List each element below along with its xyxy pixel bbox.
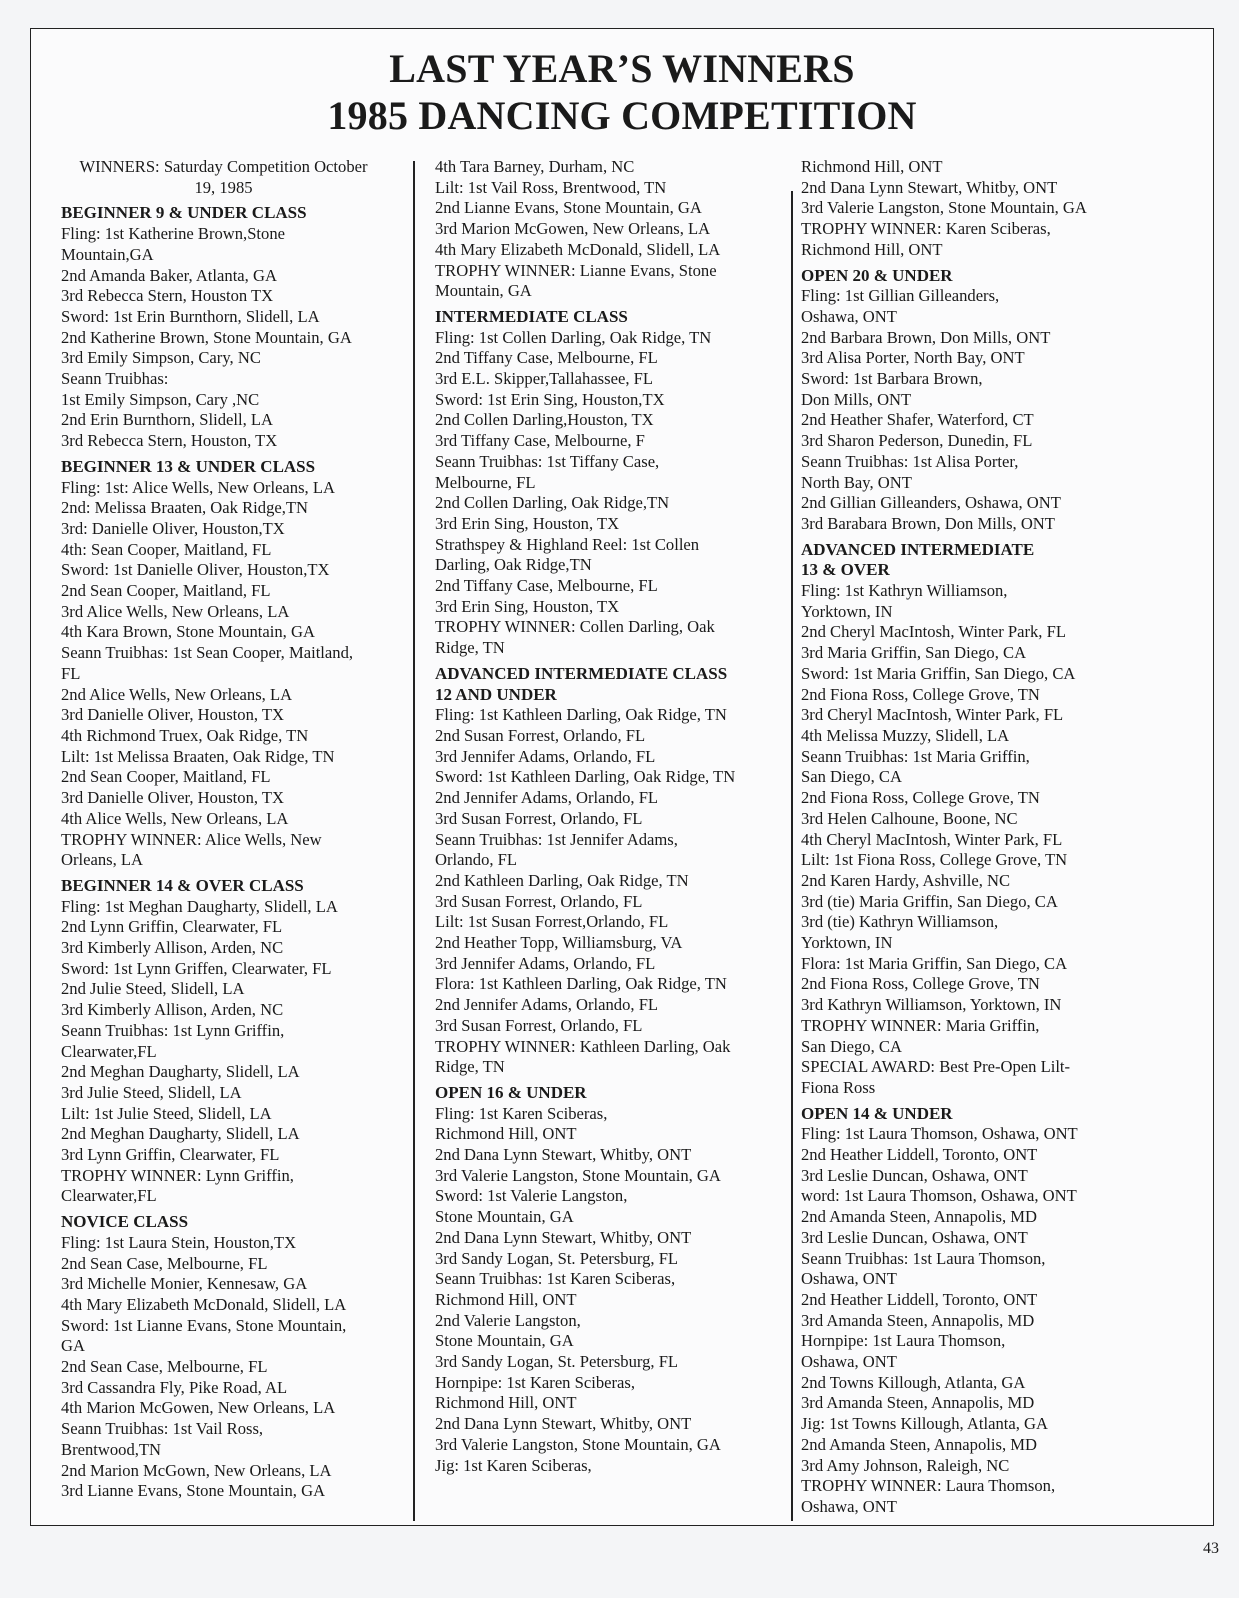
result-line: FL (61, 663, 81, 683)
result-line: 2nd Fiona Ross, College Grove, TN (801, 974, 1040, 994)
result-line: 2nd: Melissa Braaten, Oak Ridge,TN (61, 498, 309, 518)
result-line: 3rd Susan Forrest, Orlando, FL (435, 808, 643, 828)
result-line: 4th Mary Elizabeth McDonald, Slidell, LA (435, 239, 721, 259)
result-line: Lilt: 1st Vail Ross, Brentwood, TN (435, 177, 667, 197)
result-line: 3rd Valerie Langston, Stone Mountain, GA (435, 1434, 721, 1454)
result-line: Darling, Oak Ridge,TN (435, 555, 592, 575)
result-line: 2nd Tiffany Case, Melbourne, FL (435, 348, 658, 368)
intro-line: 19, 1985 (194, 177, 253, 197)
result-line: 2nd Dana Lynn Stewart, Whitby, ONT (435, 1227, 692, 1247)
result-line: 3rd Lianne Evans, Stone Mountain, GA (61, 1481, 326, 1501)
result-line: 3rd Kimberly Allison, Arden, NC (61, 938, 284, 958)
result-line: 3rd Rebecca Stern, Houston, TX (61, 431, 278, 451)
result-line: 3rd Cassandra Fly, Pike Road, AL (61, 1377, 288, 1397)
result-line: 3rd Amy Johnson, Raleigh, NC (801, 1455, 1010, 1475)
result-line: Mountain,GA (61, 244, 154, 264)
result-line: 3rd Lynn Griffin, Clearwater, FL (61, 1145, 280, 1165)
result-line: Orlando, FL (435, 850, 518, 870)
result-line: Stone Mountain, GA (435, 1207, 574, 1227)
result-line: 3rd Valerie Langston, Stone Mountain, GA (435, 1165, 721, 1185)
result-line: 2nd Tiffany Case, Melbourne, FL (435, 576, 658, 596)
result-line: TROPHY WINNER: Lynn Griffin, (61, 1165, 294, 1185)
result-line: 3rd Danielle Oliver, Houston, TX (61, 788, 285, 808)
result-line: 2nd Amanda Steen, Annapolis, MD (801, 1434, 1037, 1454)
result-line: 2nd Cheryl MacIntosh, Winter Park, FL (801, 622, 1066, 642)
result-line: Jig: 1st Towns Killough, Atlanta, GA (801, 1414, 1048, 1434)
result-line: 3rd Sandy Logan, St. Petersburg, FL (435, 1248, 679, 1268)
result-line: 2nd Dana Lynn Stewart, Whitby, ONT (435, 1414, 692, 1434)
result-line: 4th Alice Wells, New Orleans, LA (61, 808, 289, 828)
result-line: Fling: 1st Meghan Daugharty, Slidell, LA (61, 896, 338, 916)
result-line: 2nd Dana Lynn Stewart, Whitby, ONT (435, 1145, 692, 1165)
result-line: Sword: 1st Valerie Langston, (435, 1186, 628, 1206)
result-line: 3rd (tie) Maria Griffin, San Diego, CA (801, 891, 1058, 911)
result-line: Fling: 1st Katherine Brown,Stone (61, 224, 285, 244)
result-line: Fling: 1st Laura Thomson, Oshawa, ONT (801, 1124, 1078, 1144)
result-line: Hornpipe: 1st Laura Thomson, (801, 1331, 1006, 1351)
result-line: Ridge, TN (435, 638, 505, 658)
result-line: 4th Richmond Truex, Oak Ridge, TN (61, 725, 309, 745)
result-line: 4th Kara Brown, Stone Mountain, GA (61, 622, 315, 642)
result-line: 3rd Kimberly Allison, Arden, NC (61, 1000, 284, 1020)
result-line: 3rd Erin Sing, Houston, TX (435, 596, 620, 616)
result-line: Seann Truibhas: 1st Alisa Porter, (801, 451, 1019, 471)
result-line: 2nd Gillian Gilleanders, Oshawa, ONT (801, 493, 1061, 513)
result-line: TROPHY WINNER: Kathleen Darling, Oak (435, 1036, 731, 1056)
result-line: 3rd Amanda Steen, Annapolis, MD (801, 1393, 1035, 1413)
result-line: TROPHY WINNER: Lianne Evans, Stone (435, 260, 717, 280)
result-line: 3rd: Danielle Oliver, Houston,TX (61, 518, 285, 538)
result-line: Yorktown, IN (801, 601, 893, 621)
result-line: Don Mills, ONT (801, 389, 912, 409)
result-line: Seann Truibhas: (61, 369, 169, 389)
result-line: 2nd Karen Hardy, Ashville, NC (801, 870, 1011, 890)
result-line: 4th Marion McGowen, New Orleans, LA (61, 1398, 336, 1418)
class-heading: OPEN 14 & UNDER (801, 1103, 953, 1123)
result-line: San Diego, CA (801, 1036, 902, 1056)
column-divider-1 (413, 161, 415, 1521)
result-line: 3rd Valerie Langston, Stone Mountain, GA (801, 198, 1087, 218)
result-line: 2nd Susan Forrest, Orlando, FL (435, 725, 646, 745)
result-line: Sword: 1st Erin Sing, Houston,TX (435, 389, 665, 409)
result-line: 4th Mary Elizabeth McDonald, Slidell, LA (61, 1294, 347, 1314)
result-line: Seann Truibhas: 1st Laura Thomson, (801, 1248, 1046, 1268)
result-line: 2nd Barbara Brown, Don Mills, ONT (801, 327, 1051, 347)
result-line: Oshawa, ONT (801, 1497, 897, 1516)
result-line: 3rd Jennifer Adams, Orlando, FL (435, 953, 656, 973)
result-line: 3rd Barabara Brown, Don Mills, ONT (801, 513, 1055, 533)
result-line: 3rd Julie Steed, Slidell, LA (61, 1082, 242, 1102)
page-title (31, 45, 1213, 139)
result-line: Seann Truibhas: 1st Jennifer Adams, (435, 829, 678, 849)
result-line: Richmond Hill, ONT (435, 1289, 577, 1309)
result-line: 3rd Rebecca Stern, Houston TX (61, 286, 274, 306)
result-line: Sword: 1st Erin Burnthorn, Slidell, LA (61, 306, 320, 326)
result-line: Sword: 1st Lianne Evans, Stone Mountain, (61, 1315, 347, 1335)
result-line: 3rd Leslie Duncan, Oshawa, ONT (801, 1165, 1028, 1185)
result-line: TROPHY WINNER: Maria Griffin, (801, 1015, 1040, 1035)
result-line: 2nd Sean Cooper, Maitland, FL (61, 581, 271, 601)
class-heading: ADVANCED INTERMEDIATE CLASS (435, 663, 728, 683)
result-line: Fling: 1st Karen Sciberas, (435, 1103, 608, 1123)
result-line: 3rd Leslie Duncan, Oshawa, ONT (801, 1227, 1028, 1247)
result-line: Richmond Hill, ONT (801, 157, 943, 176)
result-line: Seann Truibhas: 1st Tiffany Case, (435, 451, 660, 471)
column-divider-2 (791, 191, 793, 1521)
result-line: 2nd Julie Steed, Slidell, LA (61, 979, 245, 999)
result-line: 2nd Heather Topp, Williamsburg, VA (435, 933, 683, 953)
result-line: 3rd (tie) Kathryn Williamson, (801, 912, 999, 932)
result-line: Fiona Ross (801, 1077, 876, 1097)
result-line: 2nd Fiona Ross, College Grove, TN (801, 684, 1040, 704)
result-line: 2nd Sean Cooper, Maitland, FL (61, 767, 271, 787)
class-heading: OPEN 16 & UNDER (435, 1082, 587, 1102)
result-line: 4th: Sean Cooper, Maitland, FL (61, 539, 272, 559)
result-line: Flora: 1st Kathleen Darling, Oak Ridge, TN (435, 974, 727, 994)
result-line: 2nd Fiona Ross, College Grove, TN (801, 788, 1040, 808)
result-line: 2nd Jennifer Adams, Orlando, FL (435, 995, 659, 1015)
result-line: Seann Truibhas: 1st Maria Griffin, (801, 746, 1030, 766)
result-line: 2nd Marion McGown, New Orleans, LA (61, 1460, 332, 1480)
result-line: Fling: 1st: Alice Wells, New Orleans, LA (61, 477, 335, 497)
result-line: 2nd Katherine Brown, Stone Mountain, GA (61, 327, 352, 347)
result-line: Lilt: 1st Fiona Ross, College Grove, TN (801, 850, 1068, 870)
result-line: 3rd Michelle Monier, Kennesaw, GA (61, 1274, 308, 1294)
result-line: Fling: 1st Collen Darling, Oak Ridge, TN (435, 327, 712, 347)
result-line: 2nd Lianne Evans, Stone Mountain, GA (435, 198, 702, 218)
result-line: 2nd Alice Wells, New Orleans, LA (61, 684, 293, 704)
result-line: TROPHY WINNER: Laura Thomson, (801, 1476, 1056, 1496)
result-line: Fling: 1st Laura Stein, Houston,TX (61, 1232, 297, 1252)
result-line: Flora: 1st Maria Griffin, San Diego, CA (801, 953, 1068, 973)
result-line: 3rd Alisa Porter, North Bay, ONT (801, 348, 1025, 368)
result-line: Jig: 1st Karen Sciberas, (435, 1455, 592, 1475)
intro-line: WINNERS: Saturday Competition October (79, 157, 368, 176)
result-line: TROPHY WINNER: Alice Wells, New (61, 829, 322, 849)
result-line: GA (61, 1336, 85, 1356)
result-line: Brentwood,TN (61, 1439, 162, 1459)
result-line: 3rd Sandy Logan, St. Petersburg, FL (435, 1352, 679, 1372)
class-heading: BEGINNER 14 & OVER CLASS (61, 875, 304, 895)
result-line: San Diego, CA (801, 767, 902, 787)
result-line: 2nd Collen Darling, Oak Ridge,TN (435, 493, 670, 513)
column-1 (61, 157, 406, 1502)
result-line: Sword: 1st Lynn Griffen, Clearwater, FL (61, 958, 332, 978)
result-line: 2nd Valerie Langston, (435, 1310, 581, 1330)
result-line: Richmond Hill, ONT (801, 239, 943, 259)
result-line: 2nd Sean Case, Melbourne, FL (61, 1357, 268, 1377)
result-line: 3rd Marion McGowen, New Orleans, LA (435, 219, 711, 239)
result-line: Richmond Hill, ONT (435, 1124, 577, 1144)
result-line: 2nd Towns Killough, Atlanta, GA (801, 1372, 1026, 1392)
column-3 (801, 157, 1141, 1518)
result-line: 3rd Susan Forrest, Orlando, FL (435, 891, 643, 911)
result-line: 3rd Helen Calhoune, Boone, NC (801, 808, 1018, 828)
result-line: Richmond Hill, ONT (435, 1393, 577, 1413)
result-line: SPECIAL AWARD: Best Pre-Open Lilt- (801, 1057, 1071, 1077)
class-heading: BEGINNER 9 & UNDER CLASS (61, 203, 307, 223)
result-line: Clearwater,FL (61, 1041, 157, 1061)
result-line: Sword: 1st Barbara Brown, (801, 369, 983, 389)
result-line: Yorktown, IN (801, 933, 893, 953)
result-line: 4th Melissa Muzzy, Slidell, LA (801, 725, 1010, 745)
page-number: 43 (1203, 1540, 1219, 1557)
class-heading: NOVICE CLASS (61, 1212, 189, 1232)
result-line: Clearwater,FL (61, 1186, 157, 1206)
result-line: Melbourne, FL (435, 472, 536, 492)
title-line-1: LAST YEAR’S WINNERS (389, 46, 855, 91)
result-line: Fling: 1st Kathryn Williamson, (801, 581, 1008, 601)
result-line: 2nd Jennifer Adams, Orlando, FL (435, 788, 659, 808)
result-line: 2nd Kathleen Darling, Oak Ridge, TN (435, 870, 689, 890)
result-line: Sword: 1st Kathleen Darling, Oak Ridge, TN (435, 767, 736, 787)
result-line: 2nd Heather Liddell, Toronto, ONT (801, 1289, 1038, 1309)
result-line: 3rd Erin Sing, Houston, TX (435, 513, 620, 533)
result-line: North Bay, ONT (801, 472, 912, 492)
result-line: 3rd Emily Simpson, Cary, NC (61, 348, 261, 368)
result-line: 2nd Sean Case, Melbourne, FL (61, 1253, 268, 1273)
class-heading-continued: 13 & OVER (801, 560, 890, 580)
result-line: Lilt: 1st Julie Steed, Slidell, LA (61, 1103, 272, 1123)
result-line: Strathspey & Highland Reel: 1st Collen (435, 534, 700, 554)
result-line: word: 1st Laura Thomson, Oshawa, ONT (801, 1186, 1077, 1206)
result-line: TROPHY WINNER: Karen Sciberas, (801, 219, 1051, 239)
result-line: 2nd Collen Darling,Houston, TX (435, 410, 654, 430)
result-line: 2nd Heather Liddell, Toronto, ONT (801, 1145, 1038, 1165)
result-line: 2nd Lynn Griffin, Clearwater, FL (61, 917, 283, 937)
class-heading: INTERMEDIATE CLASS (435, 306, 628, 326)
result-line: 1st Emily Simpson, Cary ,NC (61, 389, 260, 409)
class-heading-continued: 12 AND UNDER (435, 684, 557, 704)
result-line: Lilt: 1st Susan Forrest,Orlando, FL (435, 912, 669, 932)
result-line: Fling: 1st Kathleen Darling, Oak Ridge, TN (435, 705, 727, 725)
result-line: 2nd Heather Shafer, Waterford, CT (801, 410, 1034, 430)
result-line: 2nd Dana Lynn Stewart, Whitby, ONT (801, 177, 1058, 197)
title-line-2: 1985 DANCING COMPETITION (327, 93, 917, 138)
result-line: Hornpipe: 1st Karen Sciberas, (435, 1372, 635, 1392)
result-line: Seann Truibhas: 1st Sean Cooper, Maitland, (61, 643, 354, 663)
result-line: Mountain, GA (435, 281, 532, 301)
result-line: 4th Cheryl MacIntosh, Winter Park, FL (801, 829, 1063, 849)
class-heading: OPEN 20 & UNDER (801, 265, 953, 285)
result-line: Seann Truibhas: 1st Karen Sciberas, (435, 1269, 676, 1289)
result-line: 3rd Kathryn Williamson, Yorktown, IN (801, 995, 1062, 1015)
result-line: Oshawa, ONT (801, 306, 897, 326)
result-line: 4th Tara Barney, Durham, NC (435, 157, 635, 176)
result-line: 3rd Cheryl MacIntosh, Winter Park, FL (801, 705, 1064, 725)
result-line: Sword: 1st Maria Griffin, San Diego, CA (801, 663, 1076, 683)
result-line: 3rd Amanda Steen, Annapolis, MD (801, 1310, 1035, 1330)
result-line: Orleans, LA (61, 850, 144, 870)
result-line: Seann Truibhas: 1st Vail Ross, (61, 1419, 264, 1439)
result-line: Seann Truibhas: 1st Lynn Griffin, (61, 1020, 285, 1040)
result-line: TROPHY WINNER: Collen Darling, Oak (435, 617, 715, 637)
class-heading: BEGINNER 13 & UNDER CLASS (61, 456, 316, 476)
result-line: 3rd E.L. Skipper,Tallahassee, FL (435, 369, 653, 389)
result-line: 2nd Erin Burnthorn, Slidell, LA (61, 410, 274, 430)
result-line: 3rd Tiffany Case, Melbourne, F (435, 431, 645, 451)
result-line: Stone Mountain, GA (435, 1331, 574, 1351)
result-line: 3rd Susan Forrest, Orlando, FL (435, 1015, 643, 1035)
result-line: 2nd Meghan Daugharty, Slidell, LA (61, 1062, 300, 1082)
result-line: 3rd Maria Griffin, San Diego, CA (801, 643, 1027, 663)
class-heading: ADVANCED INTERMEDIATE (801, 539, 1035, 559)
result-line: 3rd Jennifer Adams, Orlando, FL (435, 746, 656, 766)
result-line: Oshawa, ONT (801, 1352, 897, 1372)
column-2 (435, 157, 805, 1476)
result-line: Oshawa, ONT (801, 1269, 897, 1289)
result-line: 3rd Danielle Oliver, Houston, TX (61, 705, 285, 725)
result-line: Sword: 1st Danielle Oliver, Houston,TX (61, 560, 330, 580)
result-line: Ridge, TN (435, 1057, 505, 1077)
result-line: 3rd Alice Wells, New Orleans, LA (61, 601, 290, 621)
result-line: 2nd Amanda Steen, Annapolis, MD (801, 1207, 1037, 1227)
result-line: Lilt: 1st Melissa Braaten, Oak Ridge, TN (61, 746, 335, 766)
page-frame (30, 28, 1214, 1526)
result-line: 2nd Meghan Daugharty, Slidell, LA (61, 1124, 300, 1144)
result-line: Fling: 1st Gillian Gilleanders, (801, 286, 1000, 306)
result-line: 3rd Sharon Pederson, Dunedin, FL (801, 431, 1033, 451)
result-line: 2nd Amanda Baker, Atlanta, GA (61, 265, 277, 285)
